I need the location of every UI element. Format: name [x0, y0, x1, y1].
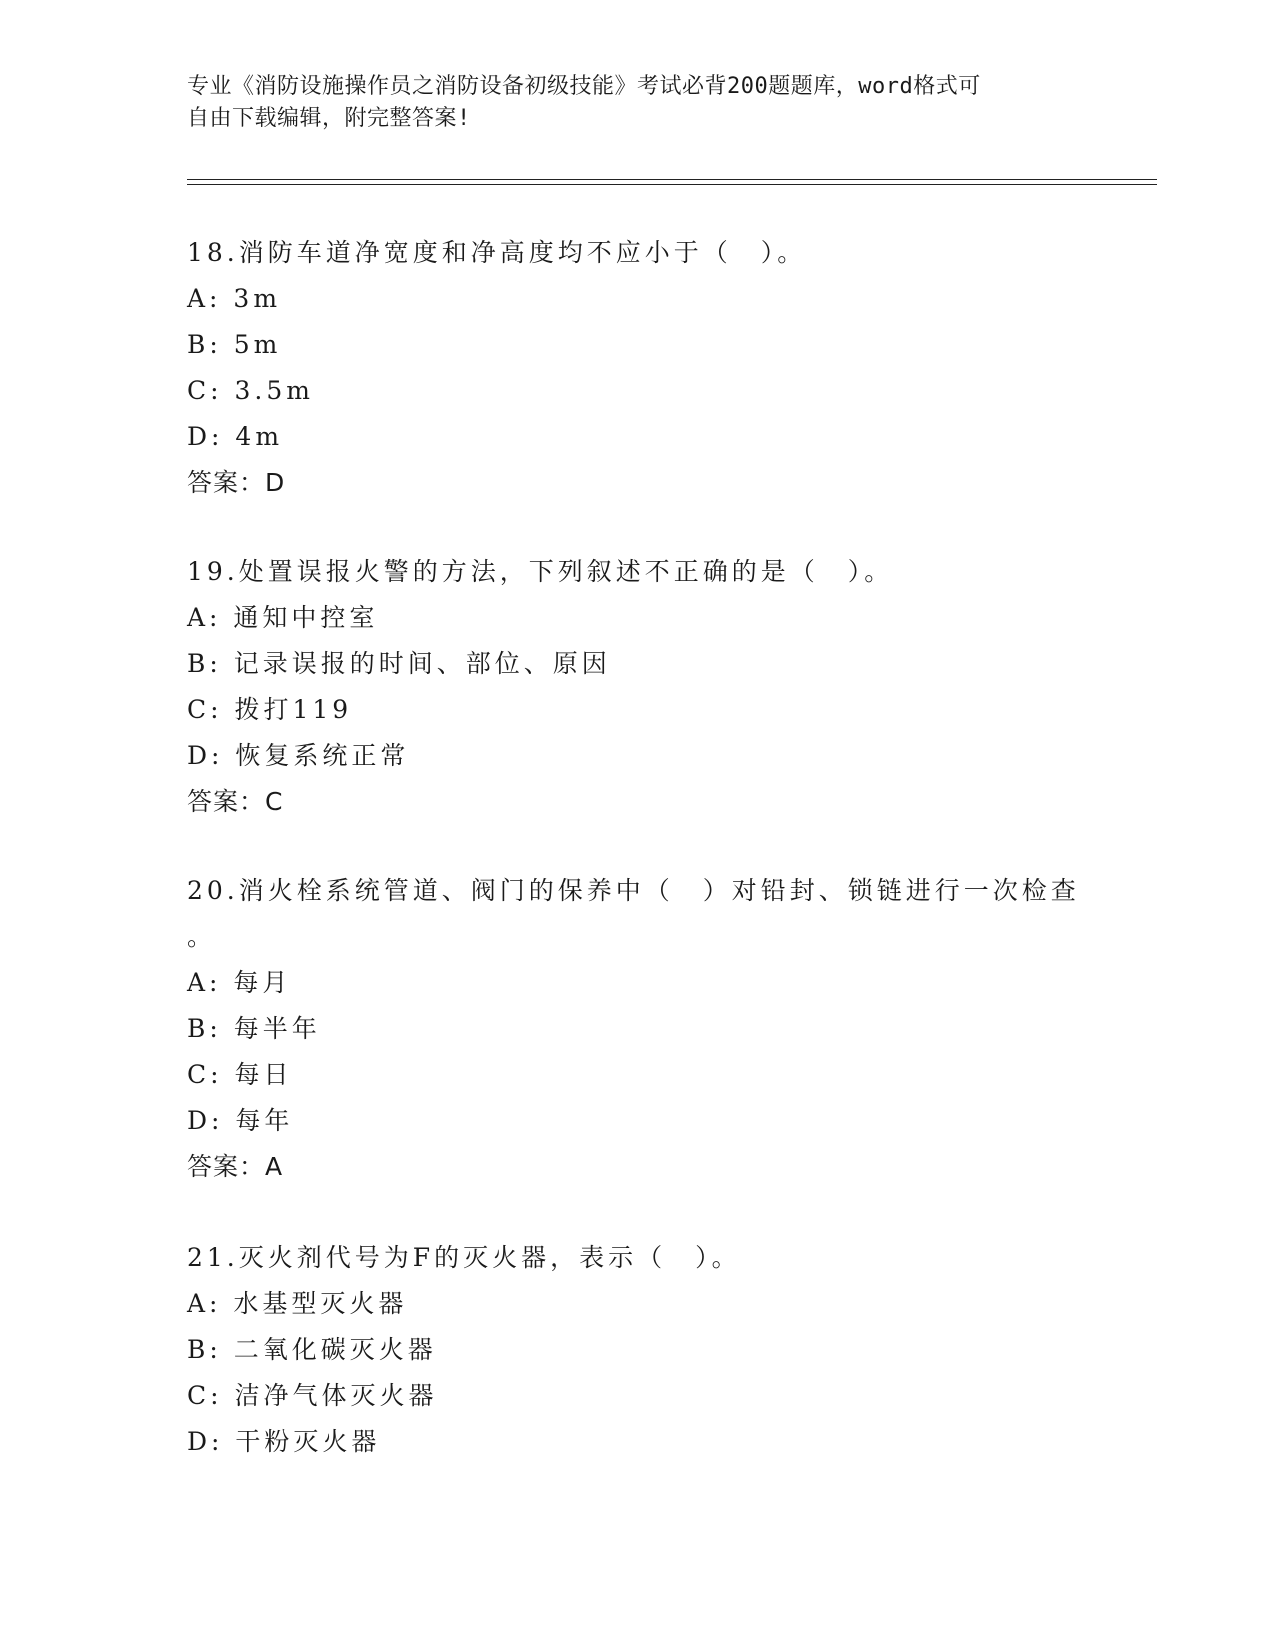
option-a: A: 通知中控室 [187, 603, 379, 632]
question-18 [187, 238, 1107, 514]
option-d: D: 4m [187, 422, 284, 451]
option-c: C: 3.5m [187, 376, 314, 405]
header-divider-bottom [187, 184, 1157, 185]
question-stem: 21.灭火剂代号为F的灭火器，表示（ ）。 [187, 1243, 741, 1272]
question-stem: 20.消火栓系统管道、阀门的保养中（ ）对铅封、锁链进行一次检查 [187, 876, 1080, 905]
document-header [187, 71, 1067, 135]
question-stem-continuation: 。 [187, 922, 213, 951]
option-d: D: 干粉灭火器 [187, 1427, 381, 1456]
question-stem: 19.处置误报火警的方法，下列叙述不正确的是（ ）。 [187, 557, 894, 586]
option-b: B: 5m [187, 330, 282, 359]
question-21 [187, 1243, 1107, 1473]
header-line-2: 自由下载编辑，附完整答案! [187, 106, 471, 131]
option-d: D: 恢复系统正常 [187, 741, 410, 770]
question-stem: 18.消防车道净宽度和净高度均不应小于（ ）。 [187, 238, 807, 267]
option-c: C: 洁净气体灭火器 [187, 1381, 438, 1410]
option-c: C: 拨打119 [187, 695, 353, 724]
option-b: B: 记录误报的时间、部位、原因 [187, 649, 611, 678]
option-b: B: 每半年 [187, 1014, 321, 1043]
header-line-1: 专业《消防设施操作员之消防设备初级技能》考试必背200题题库，word格式可 [187, 74, 981, 99]
option-a: A: 每月 [187, 968, 292, 997]
question-20 [187, 876, 1107, 1198]
option-c: C: 每日 [187, 1060, 293, 1089]
header-divider-top [187, 179, 1157, 180]
answer: 答案：A [187, 1152, 284, 1181]
option-a: A: 水基型灭火器 [187, 1289, 408, 1318]
answer: 答案：D [187, 468, 286, 497]
option-b: B: 二氧化碳灭火器 [187, 1335, 437, 1364]
option-a: A: 3m [187, 284, 282, 313]
question-19 [187, 557, 1107, 833]
answer: 答案：C [187, 787, 284, 816]
option-d: D: 每年 [187, 1106, 294, 1135]
